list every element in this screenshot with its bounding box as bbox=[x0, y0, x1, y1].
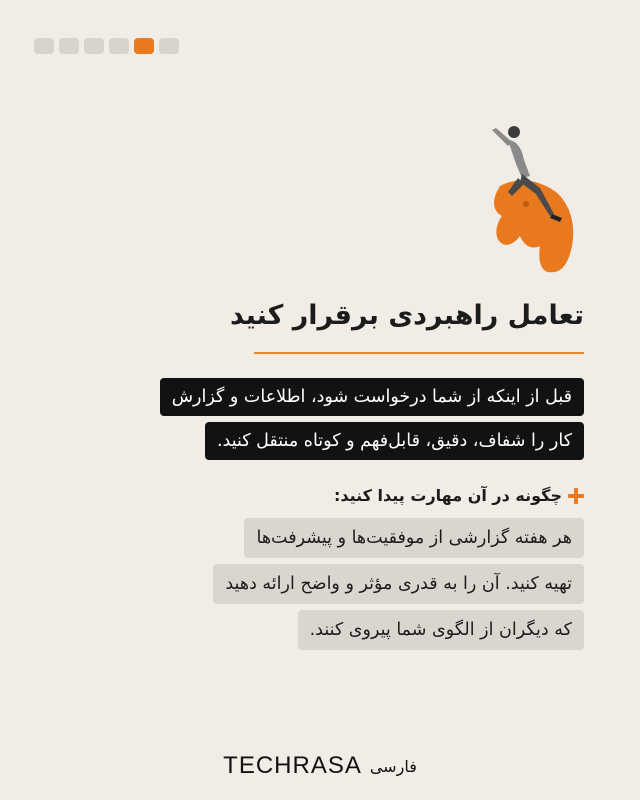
intro-line: کار را شفاف، دقیق، قابل‌فهم و کوتاه منتقل کنید. bbox=[205, 422, 584, 460]
brand-footer bbox=[0, 752, 640, 780]
progress-dot bbox=[59, 38, 79, 54]
page-title: تعامل راهبردی برقرار کنید bbox=[229, 300, 584, 331]
progress-dot bbox=[159, 38, 179, 54]
slide-progress-indicator bbox=[34, 38, 179, 54]
progress-dot bbox=[34, 38, 54, 54]
chess-knight-shape bbox=[494, 180, 573, 272]
intro-line: قبل از اینکه از شما درخواست شود، اطلاعات و گزارش bbox=[160, 378, 584, 416]
how-to-line: که دیگران از الگوی شما پیروی کنند. bbox=[298, 610, 584, 650]
how-to-line: تهیه کنید. آن را به قدری مؤثر و واضح ارائه دهید bbox=[213, 564, 584, 604]
how-to-line: هر هفته گزارشی از موفقیت‌ها و پیشرفت‌ها bbox=[244, 518, 584, 558]
brand-logo-text: TECHRASA bbox=[223, 752, 362, 779]
title-divider bbox=[254, 352, 584, 354]
intro-highlight-block bbox=[160, 378, 584, 460]
businesswoman-on-chess-knight-illustration bbox=[478, 118, 588, 283]
how-to-highlight-block bbox=[213, 518, 584, 650]
progress-dot-active bbox=[134, 38, 154, 54]
how-to-heading-text: چگونه در آن مهارت پیدا کنید: bbox=[333, 486, 562, 505]
progress-dot bbox=[109, 38, 129, 54]
progress-dot bbox=[84, 38, 104, 54]
how-to-heading bbox=[334, 486, 584, 505]
brand-language-label: فارسی bbox=[369, 756, 417, 776]
plus-icon bbox=[568, 488, 584, 504]
